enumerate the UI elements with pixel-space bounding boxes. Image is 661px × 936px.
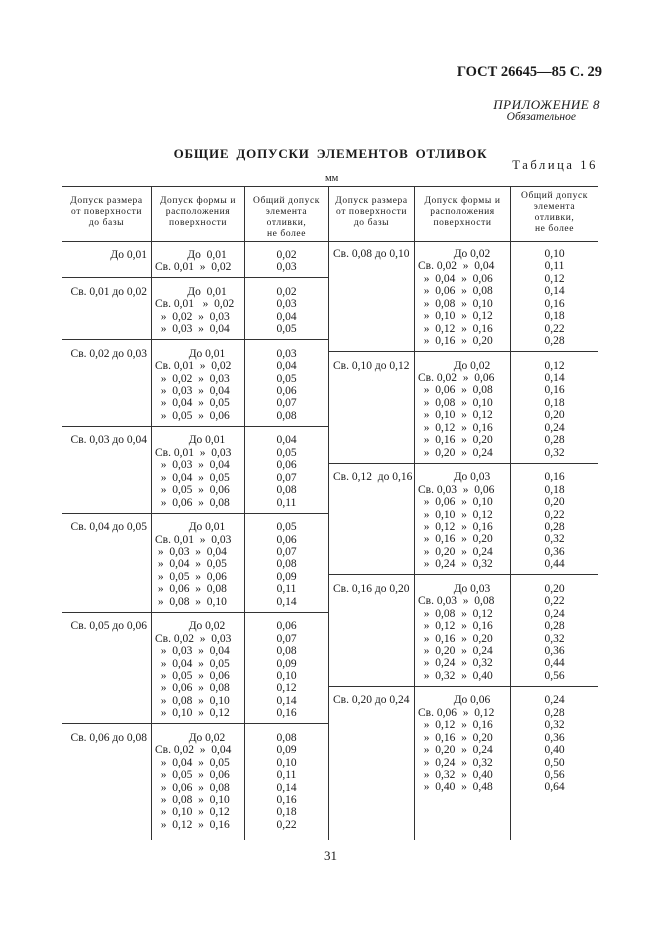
tolerance-value: 0,05 bbox=[276, 372, 297, 385]
tolerance-line: » 0,32 » 0,40 bbox=[418, 769, 493, 782]
tolerance-line: » 0,05 » 0,06 bbox=[155, 670, 230, 682]
column-divider-center bbox=[328, 186, 329, 840]
tolerance-value: 0,04 bbox=[276, 310, 297, 323]
tolerance-value: 0,07 bbox=[276, 545, 297, 558]
tolerance-value: 0,04 bbox=[276, 434, 297, 447]
tolerance-value: 0,50 bbox=[544, 756, 565, 769]
tolerance-line: » 0,08 » 0,10 bbox=[418, 297, 493, 310]
tolerance-line: До 0,02 bbox=[188, 731, 226, 744]
column-divider bbox=[414, 186, 415, 840]
page-number: 31 bbox=[324, 848, 337, 863]
general-tolerance-cell bbox=[511, 694, 598, 794]
tolerance-value: 0,05 bbox=[276, 446, 297, 459]
form-tolerance-cell bbox=[155, 521, 241, 608]
tolerance-value: 0,10 bbox=[276, 670, 297, 682]
row-separator bbox=[62, 723, 328, 724]
units-label: мм bbox=[325, 173, 339, 184]
tolerance-value: 0,28 bbox=[544, 434, 565, 447]
tolerance-value: 0,28 bbox=[544, 520, 565, 533]
tolerance-value: 0,08 bbox=[276, 409, 297, 422]
tolerance-value: 0,09 bbox=[276, 570, 297, 583]
size-range-cell: Св. 0,02 до 0,03 bbox=[70, 347, 147, 360]
tolerance-line: Св. 0,01 » 0,02 bbox=[155, 298, 235, 311]
tolerance-value: 0,18 bbox=[544, 310, 565, 323]
tolerance-line: » 0,04 » 0,05 bbox=[155, 657, 230, 670]
tolerance-value: 0,22 bbox=[544, 508, 565, 521]
tolerance-value: 0,09 bbox=[276, 744, 297, 757]
row-separator bbox=[62, 426, 328, 427]
appendix-label: ПРИЛОЖЕНИЕ 8 bbox=[493, 97, 600, 112]
tolerance-line: До 0,02 bbox=[188, 620, 226, 633]
tolerance-value: 0,08 bbox=[276, 731, 297, 744]
tolerance-line: » 0,08 » 0,10 bbox=[155, 794, 230, 807]
tolerance-line: » 0,03 » 0,04 bbox=[155, 385, 230, 397]
tolerance-value: 0,36 bbox=[544, 731, 565, 744]
tolerance-value: 0,40 bbox=[544, 744, 565, 757]
tolerance-line: » 0,12 » 0,16 bbox=[155, 818, 230, 831]
tolerance-value: 0,03 bbox=[276, 298, 297, 311]
size-range-cell: Св. 0,06 до 0,08 bbox=[70, 731, 147, 744]
row-separator bbox=[62, 339, 328, 340]
tolerance-value: 0,06 bbox=[276, 385, 297, 397]
tolerance-value: 0,32 bbox=[544, 632, 565, 645]
form-tolerance-cell bbox=[155, 620, 241, 720]
tolerance-value: 0,28 bbox=[544, 620, 565, 633]
tolerance-value: 0,10 bbox=[544, 248, 565, 260]
tolerance-line: » 0,03 » 0,04 bbox=[155, 645, 230, 658]
tolerance-line: Св. 0,02 » 0,03 bbox=[155, 632, 232, 645]
tolerance-value: 0,06 bbox=[276, 459, 297, 472]
tolerance-value: 0,07 bbox=[276, 397, 297, 410]
size-range-cell: Св. 0,03 до 0,04 bbox=[70, 434, 147, 447]
size-range-cell: Св. 0,01 до 0,02 bbox=[70, 285, 147, 298]
tolerance-value: 0,08 bbox=[276, 645, 297, 658]
tolerance-line: Св. 0,01 » 0,03 bbox=[155, 533, 232, 546]
general-tolerance-cell bbox=[511, 248, 598, 348]
tolerance-line: » 0,03 » 0,04 bbox=[155, 323, 230, 336]
tolerance-line: » 0,12 » 0,16 bbox=[418, 322, 493, 335]
tolerance-line: » 0,16 » 0,20 bbox=[418, 533, 493, 546]
tolerance-line: Св. 0,01 » 0,02 bbox=[155, 360, 232, 373]
tolerance-line: До 0,01 bbox=[188, 521, 226, 534]
tolerance-line: » 0,12 » 0,16 bbox=[418, 421, 493, 434]
tolerance-value: 0,20 bbox=[544, 496, 565, 509]
size-range-cell: Св. 0,12 до 0,16 bbox=[333, 471, 413, 484]
tolerance-line: » 0,20 » 0,24 bbox=[418, 744, 493, 757]
tolerance-value: 0,14 bbox=[544, 285, 565, 298]
tolerance-line: » 0,06 » 0,10 bbox=[418, 496, 493, 509]
tolerance-value: 0,11 bbox=[276, 769, 297, 782]
tolerance-value: 0,11 bbox=[544, 260, 565, 273]
tolerance-value: 0,18 bbox=[276, 806, 297, 819]
size-range-cell: Св. 0,16 до 0,20 bbox=[333, 582, 410, 595]
tolerance-value: 0,32 bbox=[544, 719, 565, 732]
general-tolerance-cell bbox=[245, 521, 328, 608]
tolerance-value: 0,18 bbox=[544, 483, 565, 496]
tolerance-line: » 0,03 » 0,04 bbox=[155, 459, 230, 472]
tolerance-line: » 0,06 » 0,08 bbox=[155, 496, 230, 509]
form-tolerance-cell bbox=[155, 249, 241, 274]
tolerance-value: 0,44 bbox=[544, 558, 565, 571]
tolerance-line: » 0,04 » 0,05 bbox=[155, 397, 230, 410]
tolerance-value: 0,24 bbox=[544, 694, 565, 707]
row-separator bbox=[329, 574, 598, 575]
tolerance-value: 0,14 bbox=[276, 694, 297, 707]
tolerance-value: 0,56 bbox=[544, 769, 565, 782]
general-tolerance-cell bbox=[245, 249, 328, 274]
tolerance-line: » 0,05 » 0,06 bbox=[155, 484, 230, 497]
tolerance-value: 0,20 bbox=[544, 582, 565, 595]
size-range-cell: До 0,01 bbox=[110, 249, 147, 261]
header-size-range-right: Допуск размера от поверхности до базы bbox=[335, 196, 408, 228]
tolerance-line: Св. 0,03 » 0,06 bbox=[418, 483, 495, 496]
tolerance-line: » 0,12 » 0,16 bbox=[418, 719, 493, 732]
form-tolerance-cell bbox=[418, 694, 508, 794]
tolerance-line: » 0,04 » 0,05 bbox=[155, 756, 230, 769]
size-range-cell: Св. 0,08 до 0,10 bbox=[333, 248, 410, 260]
tolerance-value: 0,06 bbox=[276, 620, 297, 633]
tolerance-value: 0,09 bbox=[276, 657, 297, 670]
tolerance-value: 0,14 bbox=[544, 372, 565, 385]
tolerance-value: 0,05 bbox=[276, 521, 297, 534]
tolerance-line: До 0,02 bbox=[453, 248, 491, 260]
tolerance-line: » 0,20 » 0,24 bbox=[418, 446, 493, 459]
tolerance-line: » 0,16 » 0,20 bbox=[418, 731, 493, 744]
tolerance-value: 0,24 bbox=[544, 421, 565, 434]
tolerance-line: Св. 0,02 » 0,04 bbox=[418, 260, 495, 273]
tolerance-line: » 0,16 » 0,20 bbox=[418, 434, 493, 447]
size-range-cell: Св. 0,20 до 0,24 bbox=[333, 694, 410, 707]
tolerance-value: 0,05 bbox=[276, 323, 297, 336]
tolerance-line: » 0,24 » 0,32 bbox=[418, 756, 493, 769]
tolerance-value: 0,08 bbox=[276, 484, 297, 497]
row-separator bbox=[62, 513, 328, 514]
tolerance-line: До 0,01 bbox=[188, 347, 226, 360]
form-tolerance-cell bbox=[418, 360, 508, 460]
tolerance-value: 0,07 bbox=[276, 471, 297, 484]
tolerance-value: 0,03 bbox=[276, 261, 297, 274]
tolerance-value: 0,02 bbox=[276, 249, 297, 261]
row-separator bbox=[329, 686, 598, 687]
tolerance-value: 0,64 bbox=[544, 781, 565, 794]
tolerance-value: 0,02 bbox=[276, 285, 297, 298]
tolerance-value: 0,16 bbox=[276, 794, 297, 807]
tolerance-line: До 0,01 bbox=[187, 249, 227, 261]
form-tolerance-cell bbox=[418, 248, 508, 348]
general-tolerance-cell bbox=[245, 732, 328, 832]
header-bottom-border bbox=[62, 241, 598, 242]
form-tolerance-cell bbox=[155, 286, 241, 336]
tolerance-value: 0,28 bbox=[544, 335, 565, 348]
tolerance-line: Св. 0,03 » 0,08 bbox=[418, 595, 495, 608]
tolerance-value: 0,22 bbox=[544, 322, 565, 335]
tolerance-line: До 0,02 bbox=[453, 359, 491, 372]
tolerance-value: 0,16 bbox=[544, 384, 565, 397]
tolerance-value: 0,07 bbox=[276, 632, 297, 645]
tolerance-value: 0,14 bbox=[276, 781, 297, 794]
form-tolerance-cell bbox=[155, 434, 241, 509]
tolerance-line: » 0,12 » 0,16 bbox=[418, 620, 493, 633]
tolerance-line: » 0,05 » 0,06 bbox=[155, 769, 230, 782]
tolerance-line: » 0,10 » 0,12 bbox=[155, 707, 230, 720]
tolerance-line: » 0,02 » 0,03 bbox=[155, 310, 230, 323]
tolerance-line: » 0,24 » 0,32 bbox=[418, 657, 493, 670]
tolerance-line: » 0,03 » 0,04 bbox=[155, 545, 227, 558]
tolerance-line: » 0,40 » 0,48 bbox=[418, 781, 493, 794]
tolerance-line: » 0,20 » 0,24 bbox=[418, 644, 493, 657]
tolerance-value: 0,20 bbox=[544, 409, 565, 422]
tolerance-line: » 0,20 » 0,24 bbox=[418, 545, 493, 558]
tolerance-line: » 0,06 » 0,08 bbox=[155, 781, 230, 794]
tolerance-line: » 0,06 » 0,08 bbox=[155, 682, 230, 695]
table-caption: Таблица 16 bbox=[512, 158, 598, 172]
tolerance-value: 0,18 bbox=[544, 396, 565, 409]
general-tolerance-cell bbox=[245, 286, 328, 336]
general-tolerance-cell bbox=[245, 434, 328, 509]
tolerance-value: 0,28 bbox=[544, 706, 565, 719]
tolerance-line: » 0,04 » 0,05 bbox=[155, 558, 227, 571]
form-tolerance-cell bbox=[155, 348, 241, 423]
size-range-cell: Св. 0,05 до 0,06 bbox=[70, 620, 147, 633]
tolerance-value: 0,04 bbox=[276, 360, 297, 373]
tolerance-line: » 0,04 » 0,05 bbox=[155, 471, 230, 484]
tolerance-line: До 0,06 bbox=[453, 694, 491, 707]
row-separator bbox=[62, 277, 328, 278]
general-tolerance-cell bbox=[245, 620, 328, 720]
tolerance-line: » 0,06 » 0,08 bbox=[418, 384, 493, 397]
tolerance-line: » 0,32 » 0,40 bbox=[418, 669, 493, 682]
tolerance-value: 0,11 bbox=[276, 583, 297, 596]
header-form-position-left: Допуск формы и расположения поверхности bbox=[159, 196, 237, 228]
tolerance-line: Св. 0,01 » 0,03 bbox=[155, 446, 232, 459]
tolerance-line: » 0,08 » 0,10 bbox=[155, 694, 230, 707]
tolerance-line: » 0,16 » 0,20 bbox=[418, 335, 493, 348]
general-tolerance-cell bbox=[511, 360, 598, 460]
document-number: ГОСТ 26645—85 С. 29 bbox=[456, 64, 602, 80]
tolerance-line: До 0,03 bbox=[453, 471, 491, 484]
tolerance-line: » 0,08 » 0,10 bbox=[418, 396, 493, 409]
general-tolerance-cell bbox=[245, 348, 328, 423]
tolerance-line: » 0,05 » 0,06 bbox=[155, 409, 230, 422]
tolerance-line: До 0,03 bbox=[453, 582, 491, 595]
header-general-right: Общий допуск элемента отливки, не более bbox=[520, 191, 588, 234]
size-range-cell: Св. 0,04 до 0,05 bbox=[70, 521, 147, 534]
tolerance-line: До 0,01 bbox=[188, 434, 226, 447]
tolerance-line: » 0,12 » 0,16 bbox=[418, 520, 493, 533]
size-range-cell: Св. 0,10 до 0,12 bbox=[333, 359, 410, 372]
tolerance-line: Св. 0,02 » 0,04 bbox=[155, 744, 232, 757]
tolerance-value: 0,03 bbox=[276, 347, 297, 360]
tolerance-line: » 0,24 » 0,32 bbox=[418, 558, 493, 571]
header-form-position-right: Допуск формы и расположения поверхности bbox=[424, 196, 501, 228]
tolerance-value: 0,12 bbox=[544, 272, 565, 285]
tolerance-line: » 0,10 » 0,12 bbox=[418, 508, 493, 521]
form-tolerance-cell bbox=[418, 583, 508, 683]
tolerance-line: » 0,08 » 0,12 bbox=[418, 607, 493, 620]
page-title: ОБЩИЕ ДОПУСКИ ЭЛЕМЕНТОВ ОТЛИВОК bbox=[173, 146, 488, 161]
tolerance-value: 0,06 bbox=[276, 533, 297, 546]
tolerance-value: 0,44 bbox=[544, 657, 565, 670]
tolerance-line: » 0,10 » 0,12 bbox=[155, 806, 230, 819]
tolerance-line: » 0,10 » 0,12 bbox=[418, 310, 493, 323]
tolerance-line: » 0,06 » 0,08 bbox=[418, 285, 493, 298]
tolerance-value: 0,14 bbox=[276, 595, 297, 608]
tolerance-line: Св. 0,06 » 0,12 bbox=[418, 706, 495, 719]
tolerance-line: » 0,04 » 0,06 bbox=[418, 272, 493, 285]
general-tolerance-cell bbox=[511, 471, 598, 571]
row-separator bbox=[329, 463, 598, 464]
tolerance-line: » 0,05 » 0,06 bbox=[155, 570, 227, 583]
tolerance-value: 0,32 bbox=[544, 533, 565, 546]
tolerance-value: 0,12 bbox=[544, 359, 565, 372]
tolerance-line: » 0,08 » 0,10 bbox=[155, 595, 227, 608]
tolerance-line: » 0,06 » 0,08 bbox=[155, 583, 227, 596]
tolerance-line: Св. 0,02 » 0,06 bbox=[418, 372, 495, 385]
tolerance-value: 0,22 bbox=[276, 818, 297, 831]
general-tolerance-cell bbox=[511, 583, 598, 683]
tolerance-value: 0,56 bbox=[544, 669, 565, 682]
row-separator bbox=[329, 351, 598, 352]
form-tolerance-cell bbox=[418, 471, 508, 571]
tolerance-value: 0,16 bbox=[544, 297, 565, 310]
tolerance-value: 0,12 bbox=[276, 682, 297, 695]
tolerance-line: Св. 0,01 » 0,02 bbox=[155, 261, 232, 274]
tolerance-value: 0,24 bbox=[544, 607, 565, 620]
header-size-range-left: Допуск размера от поверхности до базы bbox=[70, 196, 143, 228]
form-tolerance-cell bbox=[155, 732, 241, 832]
appendix-status: Обязательное bbox=[506, 111, 576, 123]
tolerance-value: 0,32 bbox=[544, 446, 565, 459]
tolerance-value: 0,16 bbox=[544, 471, 565, 484]
tolerance-line: » 0,02 » 0,03 bbox=[155, 372, 230, 385]
tolerance-line: До 0,01 bbox=[187, 285, 227, 298]
table-top-border bbox=[62, 186, 598, 187]
tolerance-value: 0,08 bbox=[276, 558, 297, 571]
tolerance-value: 0,36 bbox=[544, 545, 565, 558]
row-separator bbox=[62, 612, 328, 613]
tolerance-value: 0,11 bbox=[276, 496, 297, 509]
tolerance-value: 0,22 bbox=[544, 595, 565, 608]
header-general-left: Общий допуск элемента отливки, не более bbox=[252, 196, 320, 239]
tolerance-value: 0,16 bbox=[276, 707, 297, 720]
tolerance-value: 0,36 bbox=[544, 644, 565, 657]
tolerance-value: 0,10 bbox=[276, 756, 297, 769]
tolerance-line: » 0,16 » 0,20 bbox=[418, 632, 493, 645]
tolerance-line: » 0,10 » 0,12 bbox=[418, 409, 493, 422]
